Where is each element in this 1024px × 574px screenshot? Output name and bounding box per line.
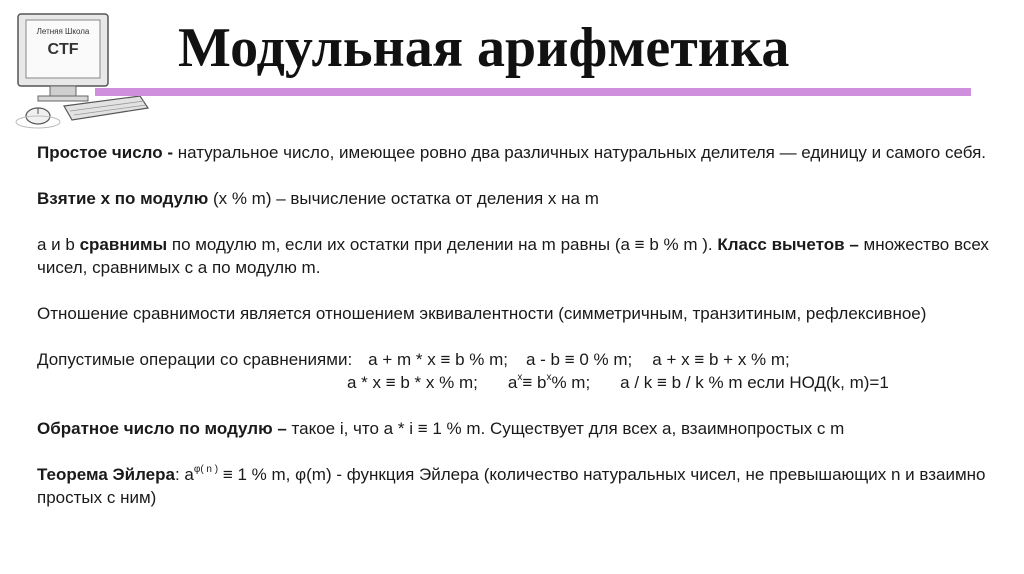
operations-row-1 [37, 348, 997, 371]
operation-2: a - b ≡ 0 % m; [526, 350, 633, 369]
operation-1: a + m * x ≡ b % m; [368, 350, 508, 369]
inverse-text: такое i, что a * i ≡ 1 % m. Существует для всех a, взаимнопростых с m [286, 419, 845, 438]
page-title: Модульная арифметика [178, 17, 790, 79]
inverse-definition [37, 417, 997, 440]
congruent-mid: по модулю m, если их остатки при делении на m равны (a ≡ b % m ). [167, 235, 718, 254]
computer-icon [8, 10, 153, 130]
operation-4: a * x ≡ b * x % m; [347, 373, 478, 392]
operations-row-2 [37, 371, 997, 394]
summer-school-ctf-logo [8, 10, 153, 130]
operation-3: a + x ≡ b + x % m; [652, 350, 790, 369]
equivalence-note: Отношение сравнимости является отношением эквивалентности (симметричным, транзитиным, рефлексивное) [37, 304, 927, 323]
euler-term: Теорема Эйлера [37, 465, 175, 484]
congruence-definition [37, 233, 997, 279]
modulo-text: (x % m) – вычисление остатка от деления x на m [208, 189, 599, 208]
congruent-pre: a и b [37, 235, 80, 254]
inverse-term: Обратное число по модулю – [37, 419, 287, 438]
title-underline [95, 88, 971, 96]
operation-5 [508, 371, 590, 394]
op5-sup1: x [517, 372, 523, 384]
congruent-term: сравнимы [79, 235, 168, 254]
euler-theorem [37, 463, 997, 509]
op5-b: ≡ b [522, 373, 547, 392]
prime-text: натуральное число, имеющее ровно два различных натуральных делителя — единицу и самого себя. [173, 143, 987, 162]
euler-sup: φ( n ) [193, 464, 219, 476]
op5-sup2: x [546, 372, 552, 384]
logo-line2: CTF [47, 41, 79, 58]
op5-a: a [507, 373, 518, 392]
euler-colon: : a [174, 465, 194, 484]
congruent-post: множество всех чисел, сравнимых с a по модулю m. [37, 235, 989, 277]
residue-class-term: Класс вычетов – [717, 235, 859, 254]
euler-text: ≡ 1 % m, φ(m) - функция Эйлера (количество натуральных чисел, не превышающих n и взаимно простых с ним) [37, 465, 986, 507]
operation-6: a / k ≡ b / k % m если НОД(k, m)=1 [620, 373, 889, 392]
slide-content [37, 141, 997, 509]
logo-line1: Летняя Школа [36, 27, 90, 36]
operations-label: Допустимые операции со сравнениями: [37, 350, 353, 369]
modulo-term: Взятие x по модулю [37, 189, 209, 208]
prime-term: Простое число - [37, 143, 173, 162]
prime-definition [37, 141, 997, 164]
op5-c: % m; [551, 373, 591, 392]
modulo-definition [37, 187, 997, 210]
